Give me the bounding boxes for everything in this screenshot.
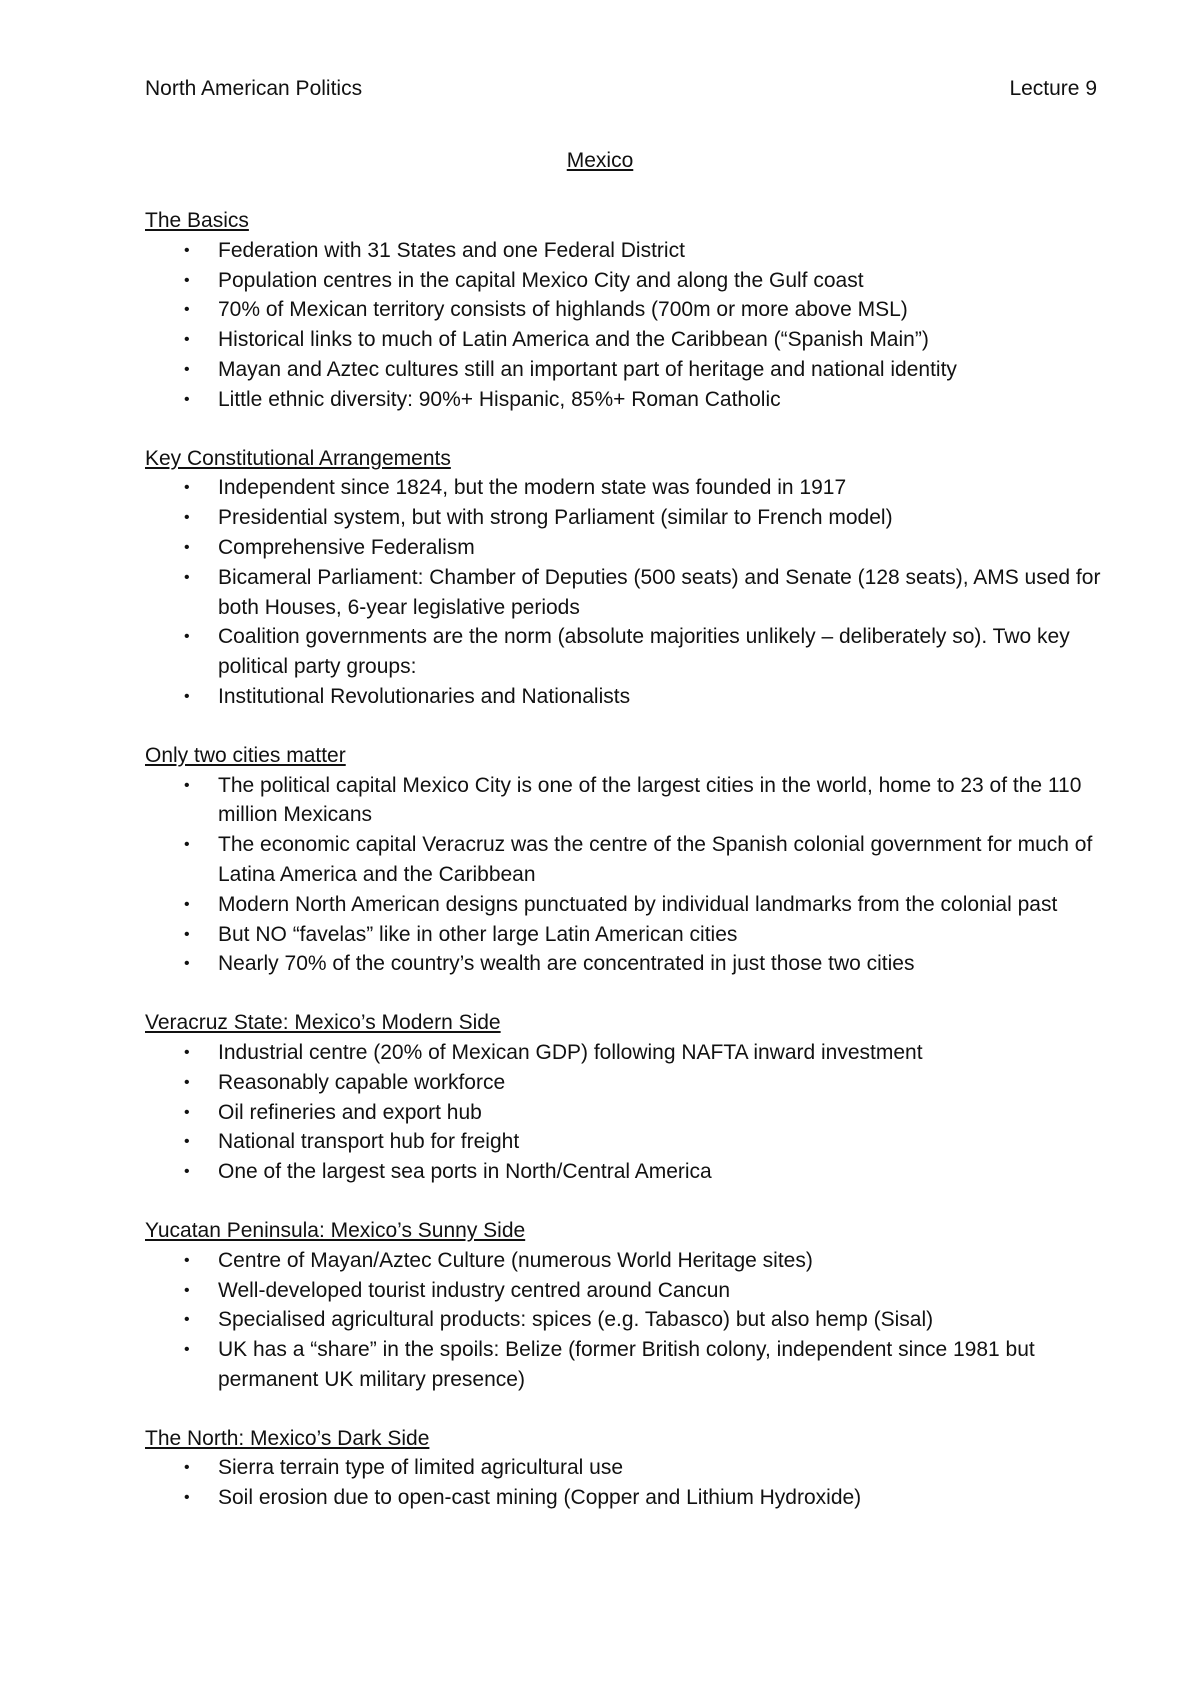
list-item	[145, 1483, 1105, 1513]
section-the-basics	[145, 206, 1105, 415]
section-heading: Only two cities matter	[145, 743, 346, 767]
list-item-text: Reasonably capable workforce	[218, 1070, 506, 1094]
course-title: North American Politics	[145, 77, 363, 100]
bullet-icon: •	[184, 390, 190, 408]
list-item-text: The political capital Mexico City is one of the largest cities in the world, home to 23 of the 110 million Mexicans	[218, 773, 1082, 827]
list-item-text: Well-developed tourist industry centred around Cancun	[218, 1278, 731, 1302]
bullet-icon: •	[184, 925, 190, 943]
bullet-icon: •	[184, 1251, 190, 1269]
bullet-icon: •	[184, 955, 190, 973]
list-item	[145, 325, 1105, 355]
list-item	[145, 473, 1105, 503]
bullet-icon: •	[184, 687, 190, 705]
list-item-text: UK has a “share” in the spoils: Belize (former British colony, independent since 1981 but permanent UK military presence)	[218, 1338, 1035, 1391]
bullet-icon: •	[184, 895, 190, 913]
section-the-north	[145, 1424, 1105, 1513]
bullet-icon: •	[184, 1489, 190, 1507]
section-heading: Yucatan Peninsula: Mexico’s Sunny Side	[145, 1218, 526, 1242]
list-item-text: Federation with 31 States and one Federal District	[218, 238, 685, 262]
list-item-text: Specialised agricultural products: spices (e.g. Tabasco) but also hemp (Sisal)	[218, 1308, 934, 1332]
list-item	[145, 1453, 1105, 1483]
list-item	[145, 622, 1105, 682]
list-item	[145, 1276, 1105, 1306]
bullet-icon: •	[184, 1073, 190, 1091]
bullet-icon: •	[184, 1459, 190, 1477]
section-heading: The North: Mexico’s Dark Side	[145, 1426, 430, 1450]
list-item-text: Historical links to much of Latin America and the Caribbean (“Spanish Main”)	[218, 328, 929, 352]
bullet-list	[145, 1453, 1105, 1513]
bullet-list	[145, 236, 1105, 415]
bullet-list	[145, 771, 1105, 980]
list-item-text: Independent since 1824, but the modern state was founded in 1917	[218, 476, 847, 500]
list-item	[145, 1157, 1105, 1187]
list-item-text: Institutional Revolutionaries and Nationalists	[218, 684, 631, 708]
bullet-icon: •	[184, 1163, 190, 1181]
bullet-icon: •	[184, 479, 190, 497]
bullet-icon: •	[184, 301, 190, 319]
bullet-icon: •	[184, 1341, 190, 1359]
list-item	[145, 1335, 1105, 1395]
list-item	[145, 355, 1105, 385]
list-item	[145, 949, 1105, 979]
list-item-text: Sierra terrain type of limited agricultural use	[218, 1456, 624, 1480]
list-item	[145, 771, 1105, 831]
document-body	[145, 206, 1105, 1542]
list-item	[145, 830, 1105, 890]
bullet-icon: •	[184, 360, 190, 378]
bullet-icon: •	[184, 776, 190, 794]
list-item	[145, 920, 1105, 950]
list-item-text: Soil erosion due to open-cast mining (Copper and Lithium Hydroxide)	[218, 1486, 862, 1510]
section-heading: Veracruz State: Mexico’s Modern Side	[145, 1011, 501, 1035]
bullet-list	[145, 473, 1105, 711]
page-title	[0, 148, 1200, 174]
list-item-text: Centre of Mayan/Aztec Culture (numerous World Heritage sites)	[218, 1248, 813, 1272]
section-heading: Key Constitutional Arrangements	[145, 446, 451, 470]
bullet-icon: •	[184, 241, 190, 259]
list-item	[145, 1038, 1105, 1068]
list-item	[145, 1305, 1105, 1335]
section-yucatan-peninsula	[145, 1216, 1105, 1395]
list-item	[145, 236, 1105, 266]
bullet-icon: •	[184, 1281, 190, 1299]
list-item-text: Bicameral Parliament: Chamber of Deputies (500 seats) and Senate (128 seats), AMS used for both Houses, 6-year legislative periods	[218, 565, 1101, 619]
list-item-text: The economic capital Veracruz was the centre of the Spanish colonial government for much of Latina America and the Caribbean	[218, 833, 1093, 886]
list-item	[145, 295, 1105, 325]
list-item-text: Coalition governments are the norm (absolute majorities unlikely – deliberately so). Two key political party groups:	[218, 625, 1070, 679]
list-item	[145, 503, 1105, 533]
list-item	[145, 682, 1105, 712]
list-item-text: National transport hub for freight	[218, 1130, 520, 1154]
list-item	[145, 1098, 1105, 1128]
list-item-text: Mayan and Aztec cultures still an important part of heritage and national identity	[218, 357, 957, 381]
bullet-icon: •	[184, 1133, 190, 1151]
bullet-icon: •	[184, 1103, 190, 1121]
bullet-icon: •	[184, 1311, 190, 1329]
list-item-text: One of the largest sea ports in North/Central America	[218, 1160, 712, 1184]
list-item	[145, 533, 1105, 563]
bullet-list	[145, 1038, 1105, 1187]
section-key-constitutional-arrangements	[145, 444, 1105, 712]
list-item	[145, 1127, 1105, 1157]
list-item-text: Modern North American designs punctuated by individual landmarks from the colonial past	[218, 892, 1058, 916]
list-item-text: Presidential system, but with strong Parliament (similar to French model)	[218, 506, 893, 530]
list-item	[145, 890, 1105, 920]
section-veracruz-state	[145, 1008, 1105, 1187]
list-item	[145, 385, 1105, 415]
bullet-icon: •	[184, 628, 190, 646]
list-item-text: Population centres in the capital Mexico City and along the Gulf coast	[218, 268, 864, 292]
list-item-text: Nearly 70% of the country’s wealth are concentrated in just those two cities	[218, 952, 915, 976]
list-item	[145, 266, 1105, 296]
bullet-icon: •	[184, 1043, 190, 1061]
bullet-list	[145, 1246, 1105, 1395]
section-only-two-cities-matter	[145, 741, 1105, 979]
list-item	[145, 1068, 1105, 1098]
list-item	[145, 1246, 1105, 1276]
list-item	[145, 563, 1105, 623]
list-item-text: Oil refineries and export hub	[218, 1100, 482, 1124]
bullet-icon: •	[184, 271, 190, 289]
bullet-icon: •	[184, 538, 190, 556]
section-heading: The Basics	[145, 209, 249, 232]
list-item-text: Comprehensive Federalism	[218, 535, 475, 559]
list-item-text: Little ethnic diversity: 90%+ Hispanic, 85%+ Roman Catholic	[218, 387, 781, 411]
bullet-icon: •	[184, 568, 190, 586]
bullet-icon: •	[184, 509, 190, 527]
bullet-icon: •	[184, 836, 190, 854]
page-title-text: Mexico	[566, 149, 634, 172]
lecture-number: Lecture 9	[1009, 77, 1097, 100]
bullet-icon: •	[184, 331, 190, 349]
list-item-text: 70% of Mexican territory consists of highlands (700m or more above MSL)	[218, 298, 908, 322]
list-item-text: Industrial centre (20% of Mexican GDP) following NAFTA inward investment	[218, 1040, 923, 1064]
list-item-text: But NO “favelas” like in other large Latin American cities	[218, 922, 738, 946]
